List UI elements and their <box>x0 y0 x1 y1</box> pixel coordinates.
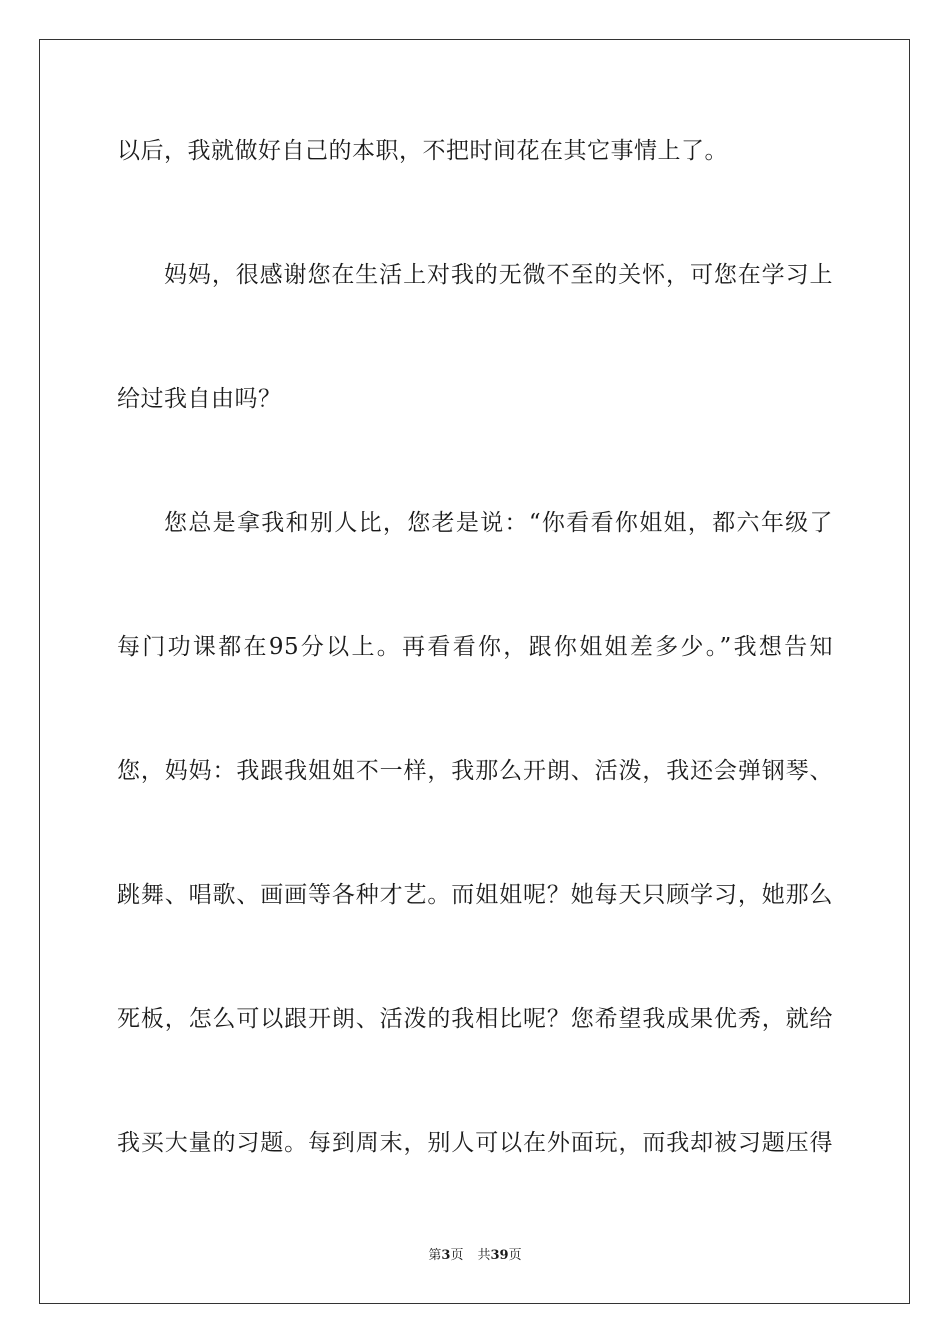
text-line-5: 每门功课都在95分以上。再看看你，跟你姐姐差多少。”我想告知 <box>117 634 833 660</box>
text-line-3: 给过我自由吗？ <box>117 386 282 412</box>
page-suffix: 页 <box>450 1248 464 1263</box>
page-border <box>39 39 910 1304</box>
text-line-9: 我买大量的习题。每到周末，别人可以在外面玩，而我却被习题压得 <box>117 1130 833 1156</box>
total-prefix: 共 <box>477 1248 491 1263</box>
page-number: 3 <box>441 1248 451 1263</box>
total-pages: 39 <box>490 1248 509 1263</box>
page-prefix: 第 <box>428 1248 442 1263</box>
text-line-8: 死板，怎么可以跟开朗、活泼的我相比呢？您希望我成果优秀，就给 <box>117 1006 833 1032</box>
page-footer <box>0 1247 950 1265</box>
text-line-2: 妈妈，很感谢您在生活上对我的无微不至的关怀，可您在学习上 <box>164 262 833 288</box>
text-line-1: 以后，我就做好自己的本职，不把时间花在其它事情上了。 <box>117 138 728 164</box>
text-line-6: 您，妈妈：我跟我姐姐不一样，我那么开朗、活泼，我还会弹钢琴、 <box>117 758 833 784</box>
total-suffix: 页 <box>508 1248 522 1263</box>
text-line-4: 您总是拿我和别人比，您老是说：“你看看你姐姐，都六年级了 <box>164 510 833 536</box>
text-line-7: 跳舞、唱歌、画画等各种才艺。而姐姐呢？她每天只顾学习，她那么 <box>117 882 833 908</box>
